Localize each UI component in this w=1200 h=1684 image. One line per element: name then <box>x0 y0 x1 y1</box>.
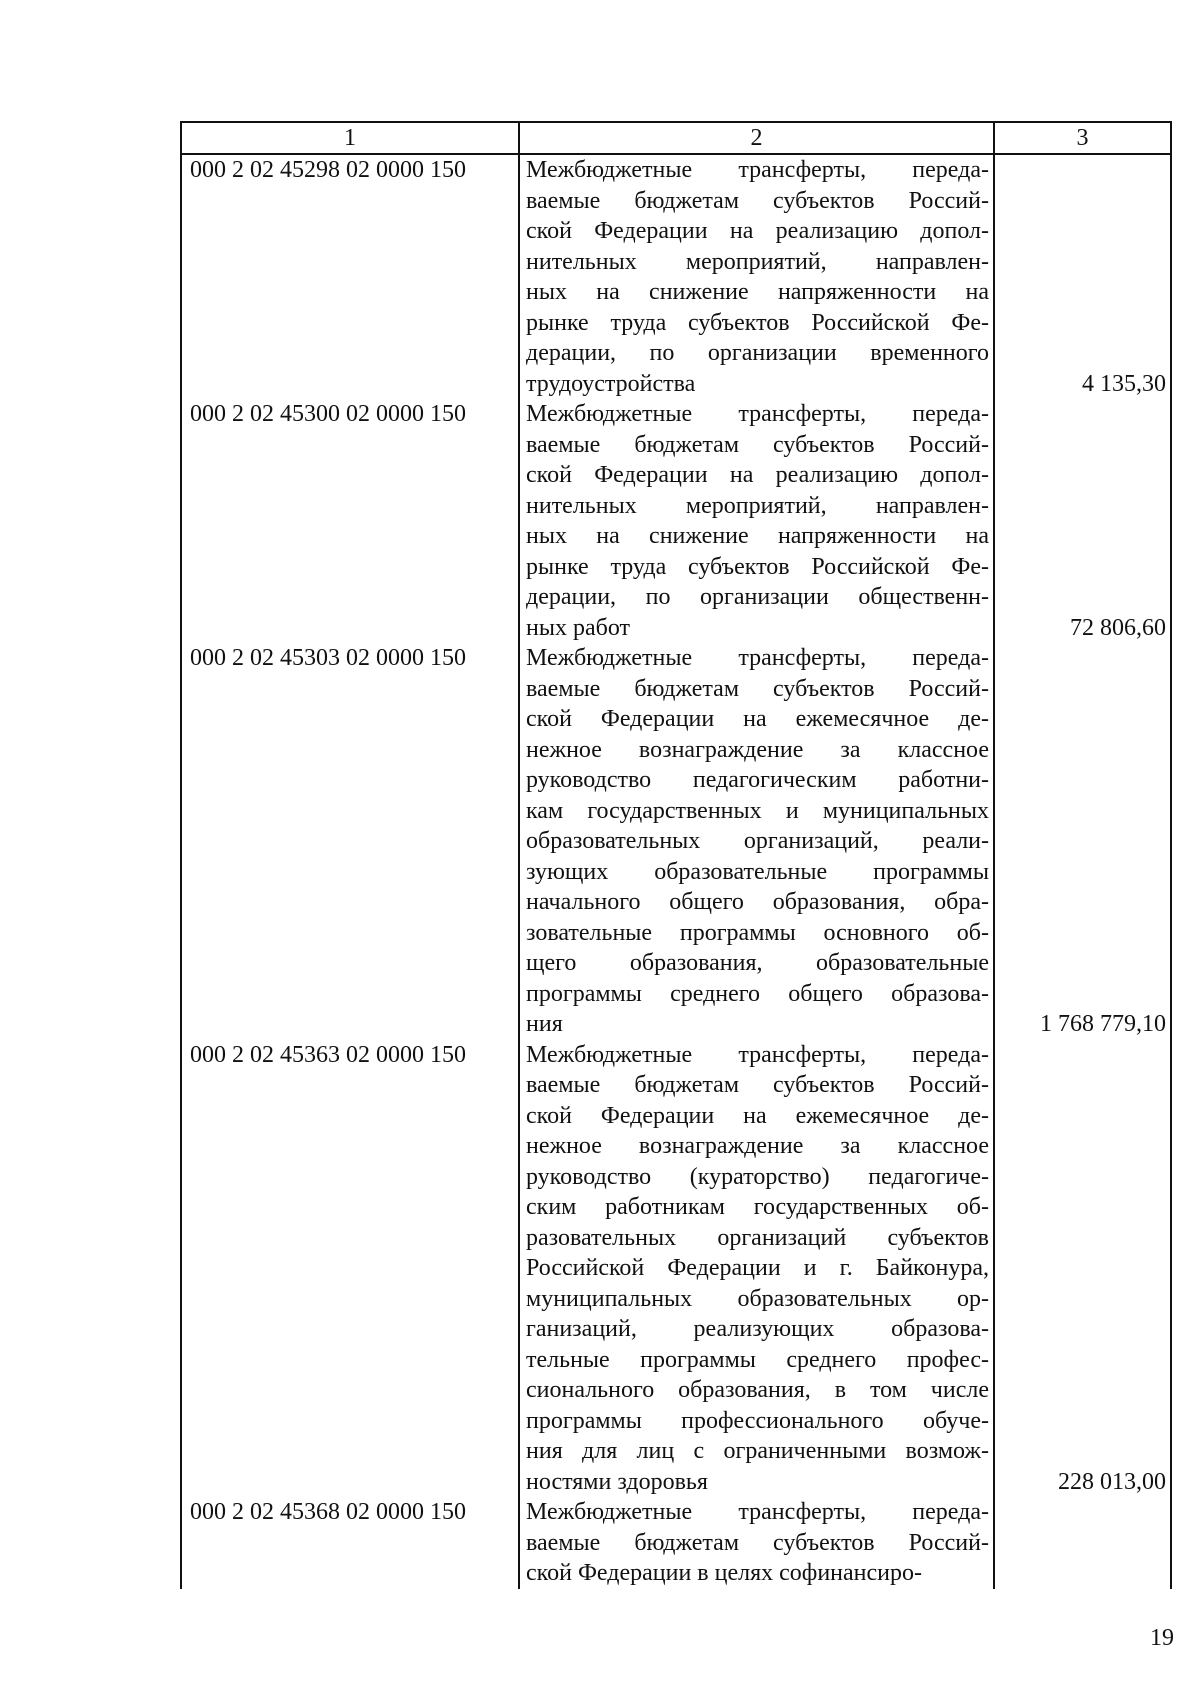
description-line: ных работ <box>526 614 631 641</box>
description-line: нежное вознаграждение за классное <box>526 1133 989 1159</box>
description-line: программы среднего общего образова- <box>526 980 989 1007</box>
description-line: трудоустройства <box>526 370 696 397</box>
description-line: дерации, по организации временного <box>526 340 989 366</box>
description-line: ской Федерации в целях софинансиро- <box>526 1560 922 1586</box>
description-line: начального общего образования, обра- <box>526 889 989 915</box>
table-header-row <box>181 122 1171 154</box>
description-line: ваемые бюджетам субъектов Россий- <box>526 431 989 458</box>
description-line: ностями здоровья <box>526 1468 708 1495</box>
description-cell <box>519 1497 994 1589</box>
description-line: тельные программы среднего профес- <box>526 1346 989 1373</box>
description-line: руководство педагогическим работни- <box>526 767 989 793</box>
description-line: ваемые бюджетам субъектов Россий- <box>526 1072 989 1098</box>
description-line: рынке труда субъектов Российской Фе- <box>526 309 989 336</box>
page-number: 19 <box>1150 1625 1174 1651</box>
amount-cell <box>994 1497 1171 1589</box>
description-line: нежное вознаграждение за классное <box>526 736 989 763</box>
description-line: нительных мероприятий, направлен- <box>526 492 989 519</box>
description-line: Межбюджетные трансферты, переда- <box>526 1499 989 1525</box>
description-line: Межбюджетные трансферты, переда- <box>526 1041 989 1068</box>
description-cell <box>519 643 994 1040</box>
description-line: руководство (кураторство) педагогиче- <box>526 1163 989 1190</box>
description-line: дерации, по организации общественн- <box>526 584 989 610</box>
description-line: ваемые бюджетам субъектов Россий- <box>526 187 989 214</box>
description-line: ных на снижение напряженности на <box>526 279 989 305</box>
description-line: зующих образовательные программы <box>526 858 989 885</box>
description-line: муниципальных образовательных ор- <box>526 1285 989 1312</box>
table-row <box>181 399 1171 643</box>
budget-code-cell: 000 2 02 45368 02 0000 150 <box>181 1497 519 1589</box>
amount-cell: 228 013,00 <box>994 1040 1171 1498</box>
description-cell <box>519 154 994 399</box>
column-header-2: 2 <box>519 122 994 154</box>
description-line: образовательных организаций, реали- <box>526 828 989 854</box>
description-line: ской Федерации на ежемесячное де- <box>526 1102 989 1129</box>
description-line: ской Федерации на реализацию допол- <box>526 218 989 244</box>
description-line: ния <box>526 1011 563 1037</box>
description-line: Межбюджетные трансферты, переда- <box>526 401 989 427</box>
description-line: ской Федерации на ежемесячное де- <box>526 706 989 732</box>
description-line: программы профессионального обуче- <box>526 1407 989 1434</box>
table-row <box>181 1497 1171 1589</box>
description-line: ваемые бюджетам субъектов Россий- <box>526 675 989 702</box>
description-line: сионального образования, в том числе <box>526 1377 989 1403</box>
description-line: ных на снижение напряженности на <box>526 523 989 549</box>
description-line: Межбюджетные трансферты, переда- <box>526 157 989 183</box>
budget-code-cell: 000 2 02 45303 02 0000 150 <box>181 643 519 1040</box>
description-line: ваемые бюджетам субъектов Россий- <box>526 1529 989 1556</box>
description-line: щего образования, образовательные <box>526 950 989 976</box>
table-row <box>181 1040 1171 1498</box>
budget-code-cell: 000 2 02 45300 02 0000 150 <box>181 399 519 643</box>
description-line: ния для лиц с ограниченными возмож- <box>526 1438 989 1464</box>
column-header-3: 3 <box>994 122 1171 154</box>
budget-table <box>180 121 1172 1589</box>
description-line: зовательные программы основного об- <box>526 919 989 946</box>
description-cell <box>519 399 994 643</box>
description-line: нительных мероприятий, направлен- <box>526 248 989 275</box>
description-line: Российской Федерации и г. Байконура, <box>526 1255 989 1281</box>
budget-code-cell: 000 2 02 45298 02 0000 150 <box>181 154 519 399</box>
budget-code-cell: 000 2 02 45363 02 0000 150 <box>181 1040 519 1498</box>
amount-cell: 72 806,60 <box>994 399 1171 643</box>
description-line: ским работникам государственных об- <box>526 1194 989 1220</box>
table-row <box>181 643 1171 1040</box>
column-header-1: 1 <box>181 122 519 154</box>
description-line: Межбюджетные трансферты, переда- <box>526 645 989 671</box>
table-body <box>181 154 1171 1589</box>
description-cell <box>519 1040 994 1498</box>
description-line: ской Федерации на реализацию допол- <box>526 462 989 488</box>
amount-cell: 1 768 779,10 <box>994 643 1171 1040</box>
description-line: разовательных организаций субъектов <box>526 1224 989 1251</box>
table-row <box>181 154 1171 399</box>
description-line: рынке труда субъектов Российской Фе- <box>526 553 989 580</box>
amount-cell: 4 135,30 <box>994 154 1171 399</box>
description-line: кам государственных и муниципальных <box>526 797 989 824</box>
description-line: ганизаций, реализующих образова- <box>526 1316 989 1342</box>
